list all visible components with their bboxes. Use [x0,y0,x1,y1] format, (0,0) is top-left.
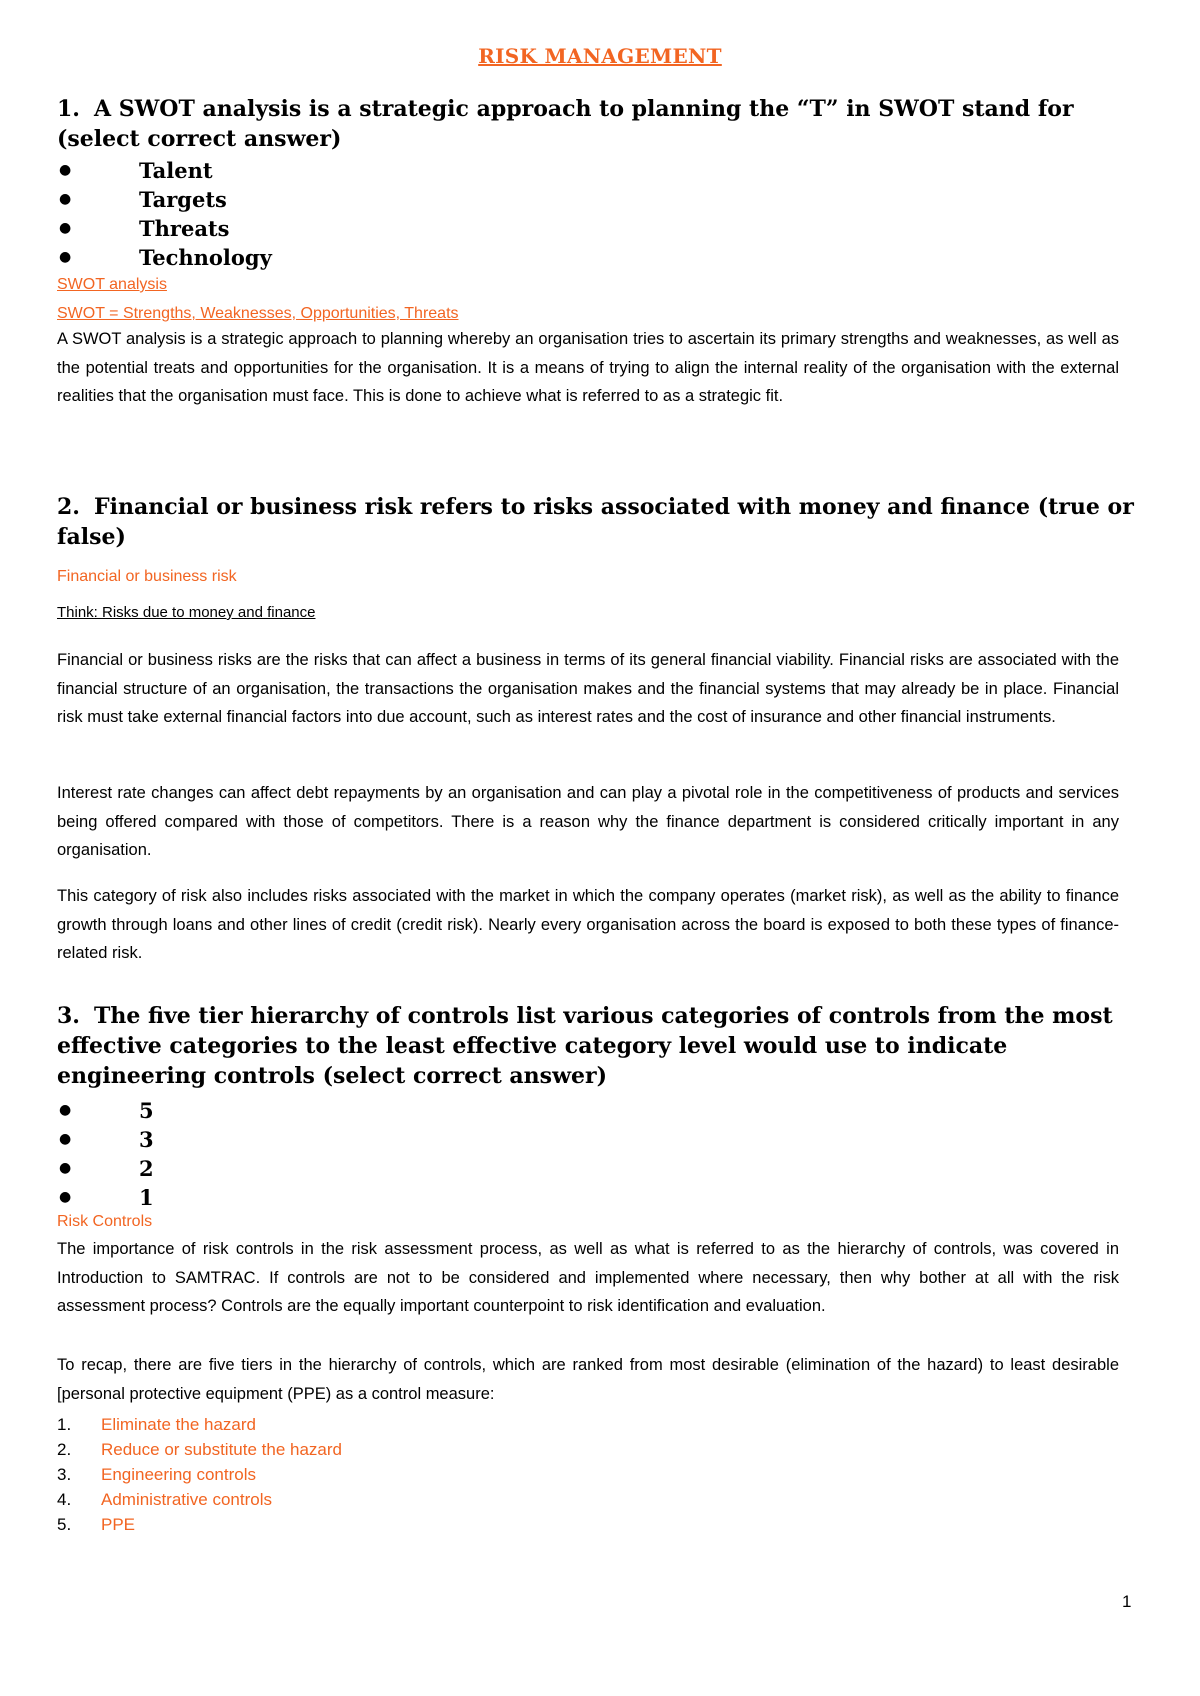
risk-controls-body-1: The importance of risk controls in the risk assessment process, as well as what is referred to as the hierarchy of controls, was covered in Introduction to SAMTRAC. If controls are not to be considered and implemented where necessary, then why bother at all with the risk assessment process? Controls are the equally important counterpoint to risk identification and evaluation. [57,1240,1119,1316]
page-number: 1 [1122,1592,1132,1611]
bullet-icon: ● [59,1160,72,1176]
question-1 [57,94,1137,154]
question-3-number: 3. [57,1003,80,1029]
question-2-number: 2. [57,494,80,520]
document-page: RISK MANAGEMENT 1. A SWOT analysis is a strategic approach to planning the “T” in SWOT stand for (select correct answer) ● Talent ● Targets ● Threats ● Technology SWOT analysis SWOT = Strengths, Weaknesses, Opportunities, Threats A SWOT analysis is a strategic approach to planning whereby an organisation tries to ascertain its primary strengths and weaknesses, as well as the potential treats and opportunities for the organisation. It is a means of trying to align the internal reality of the organisation with the external realities that the organisation must face. This is done to achieve what is referred to as a strategic fit. 2. Financial or business risk refers to risks associated with money and finance (true or false) Financial or business risk Think: Risks due to money and finance Financial or business risks are the risks that can affect a business in terms of its general financial viability. Financial risks are associated with the financial structure of an organisation, the transactions the organisation makes and the financial systems that may already be in place. Financial risk must take external financial factors into due account, such as interest rates and the cost of insurance and other financial instruments. Interest rate changes can affect debt repayments by an organisation and can play a pivotal role in the competitiveness of products and services being offered compared with those of competitors. There is a reason why the finance department is considered critically important in any organisation. This category of risk also includes risks associated with the market in which the company operates (market risk), as well as the ability to finance growth through loans and other lines of credit (credit risk). Nearly every organisation across the board is exposed to both these types of finance-related risk. 3. The five tier hierarchy of controls list various categories of controls from the most effective categories to the least effective category level would use to indicate engineering controls (select correct answer) ● 5 ● 3 ● 2 ● 1 Risk Controls The importance of risk controls in the risk assessment process, as well as what is referred to as the hierarchy of controls, was covered in Introduction to SAMTRAC. If controls are not to be considered and implemented where necessary, then why bother at all with the risk assessment process? Controls are the equally important counterpoint to risk identification and evaluation. To recap, there are five tiers in the hierarchy of controls, which are ranked from most desirable (elimination of the hazard) to least desirable [personal protective equipment (PPE) as a control measure: 1. Eliminate the hazard 2. Reduce or substitute the hazard 3. Engineering controls 4. Administrative controls 5. PPE 1 [0,0,1200,1696]
swot-body: A SWOT analysis is a strategic approach to planning whereby an organisation tries to ascertain its primary strengths and weaknesses, as well as the potential treats and opportunities for the organisation. It is a means of trying to align the internal reality of the organisation with the external realities that the organisation must face. This is done to achieve what is referred to as a strategic fit. [57,330,1119,406]
risk-controls-heading: Risk Controls [57,1213,153,1230]
bullet-icon: ● [59,162,72,178]
financial-risk-think: Think: Risks due to money and finance [57,604,316,621]
bullet-icon: ● [59,249,72,265]
bullet-icon: ● [59,191,72,207]
question-2 [57,492,1137,552]
bullet-icon: ● [59,1102,72,1118]
question-1-text: A SWOT analysis is a strategic approach to planning the “T” in SWOT stand for (select correct answer) [57,96,1074,152]
swot-heading: SWOT analysis [57,276,167,293]
document-title: RISK MANAGEMENT [478,44,722,68]
bullet-icon: ● [59,220,72,236]
question-3 [57,1001,1137,1091]
risk-controls-body-2: To recap, there are five tiers in the hierarchy of controls, which are ranked from most desirable (elimination of the hazard) to least desirable [personal protective equipment (PPE) as a control measure: [57,1356,1119,1403]
bullet-icon: ● [59,1189,72,1205]
bullet-icon: ● [59,1131,72,1147]
financial-risk-heading: Financial or business risk [57,568,237,585]
financial-risk-paragraph-3: This category of risk also includes risks associated with the market in which the company operates (market risk), as well as the ability to finance growth through loans and other lines of credit (credit risk). Nearly every organisation across the board is exposed to both these types of finance-related risk. [57,887,1119,963]
question-1-number: 1. [57,96,80,122]
question-2-text: Financial or business risk refers to risks associated with money and finance (true or false) [57,494,1134,550]
swot-definition: SWOT = Strengths, Weaknesses, Opportunities, Threats [57,305,459,322]
financial-risk-paragraph-1: Financial or business risks are the risks that can affect a business in terms of its general financial viability. Financial risks are associated with the financial structure of an organisation, the transactions the organisation makes and the financial systems that may already be in place. Financial risk must take external financial factors into due account, such as interest rates and the cost of insurance and other financial instruments. [57,651,1119,727]
question-3-text: The five tier hierarchy of controls list various categories of controls from the most effective categories to the least effective category level would use to indicate engineering controls (select correct answer) [57,1003,1113,1089]
financial-risk-paragraph-2: Interest rate changes can affect debt repayments by an organisation and can play a pivotal role in the competitiveness of products and services being offered compared with those of competitors. There is a reason why the finance department is considered critically important in any organisation. [57,784,1119,860]
